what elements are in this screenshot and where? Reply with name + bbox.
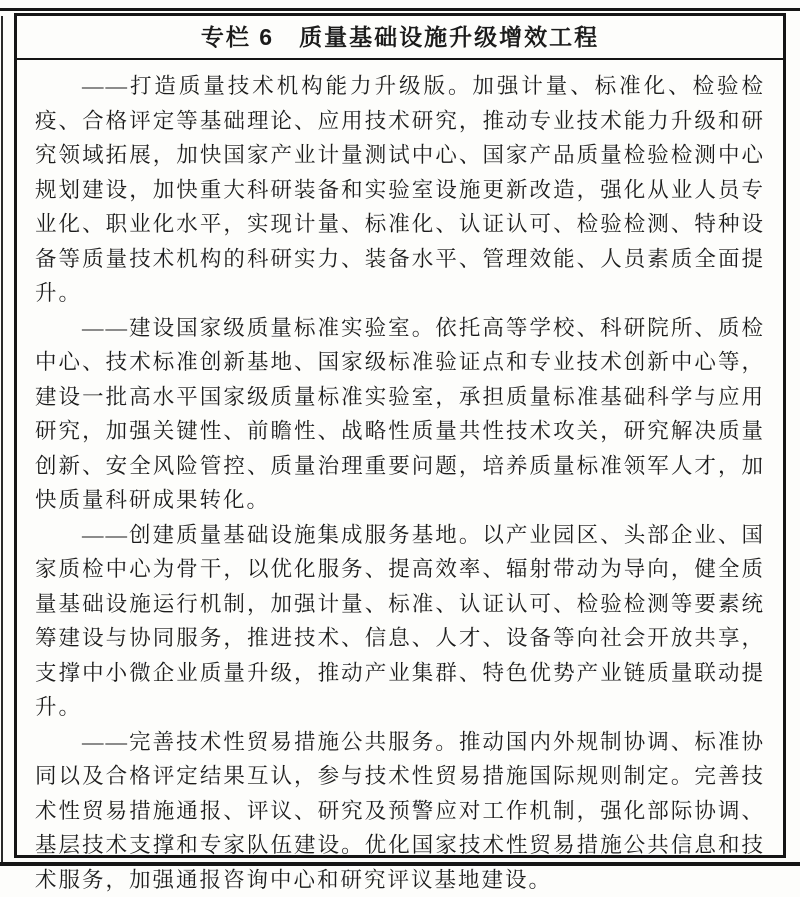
page-edge-line-top	[0, 8, 800, 11]
body-paragraph: ——完善技术性贸易措施公共服务。推动国内外规制协调、标准协同以及合格评定结果互认，参与技术性贸易措施国际规则制定。完善技术性贸易措施通报、评议、研究及预警应对工作机制，强化部际协调、基层技术支撑和专家队伍建设。优化国家技术性贸易措施公共信息和技术服务，加强通报咨询中心和研究评议基地建设。	[35, 725, 765, 897]
panel-body	[17, 60, 783, 897]
page-edge-line-left	[1, 16, 3, 864]
quality-infrastructure-panel	[14, 13, 786, 858]
body-paragraph: ——建设国家级质量标准实验室。依托高等学校、科研院所、质检中心、技术标准创新基地、国家级标准验证点和专业技术创新中心等，建设一批高水平国家级质量标准实验室，承担质量标准基础科学与应用研究，加强关键性、前瞻性、战略性质量共性技术攻关，研究解决质量创新、安全风险管控、质量治理重要问题，培养质量标准领军人才，加快质量科研成果转化。	[35, 311, 765, 518]
body-paragraph: ——打造质量技术机构能力升级版。加强计量、标准化、检验检疫、合格评定等基础理论、应用技术研究，推动专业技术能力升级和研究领域拓展，加快国家产业计量测试中心、国家产品质量检验检测中心规划建设，加快重大科研装备和实验室设施更新改造，强化从业人员专业化、职业化水平，实现计量、标准化、认证认可、检验检测、特种设备等质量技术机构的科研实力、装备水平、管理效能、人员素质全面提升。	[35, 69, 765, 311]
panel-title: 专栏 6 质量基础设施升级增效工程	[17, 16, 783, 60]
body-paragraph: ——创建质量基础设施集成服务基地。以产业园区、头部企业、国家质检中心为骨干，以优化服务、提高效率、辐射带动为导向，健全质量基础设施运行机制，加强计量、标准、认证认可、检验检测等要素统筹建设与协同服务，推进技术、信息、人才、设备等向社会开放共享，支撑中小微企业质量升级，推动产业集群、特色优势产业链质量联动提升。	[35, 518, 765, 725]
